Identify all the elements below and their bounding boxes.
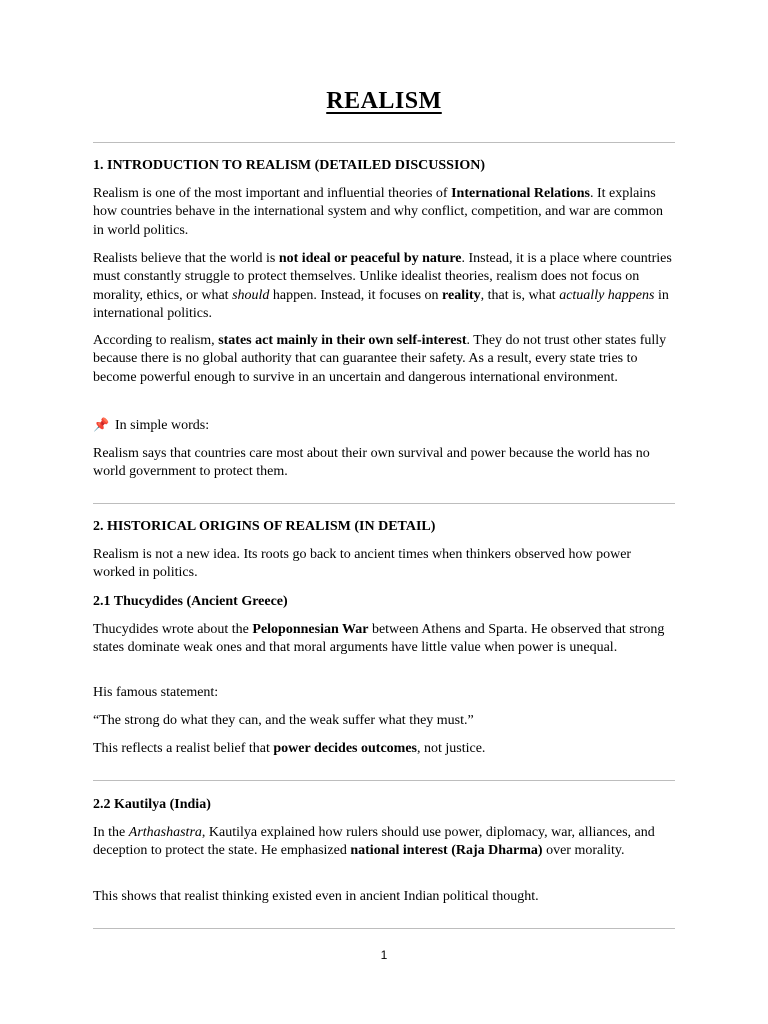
kautilya-paragraph: In the Arthashastra, Kautilya explained how rulers should use power, diplomacy, war, alliances, and deception to protect the state. He emphasized national interest (Raja Dharma) over morality. <box>93 825 655 859</box>
section-1-heading: 1. INTRODUCTION TO REALISM (DETAILED DISCUSSION) <box>93 158 486 173</box>
thucydides-quote: “The strong do what they can, and the weak suffer what they must.” <box>93 713 474 728</box>
pushpin-icon: 📌 <box>93 417 110 432</box>
section-1-paragraph-2: Realists believe that the world is not ideal or peaceful by nature. Instead, it is a place where countries must constantly struggle to protect themselves. Unlike idealist theories, realism does not focus on morality, ethics, or what should happen. Instead, it focuses on reality, that is, what actually happens in international politics. <box>93 251 672 321</box>
document-title: REALISM <box>326 88 442 114</box>
page-number: 1 <box>380 948 388 962</box>
divider <box>93 780 675 781</box>
famous-statement-label: His famous statement: <box>93 685 219 700</box>
realist-belief-paragraph: This reflects a realist belief that power decides outcomes, not justice. <box>93 741 486 756</box>
section-1-paragraph-4: Realism says that countries care most about their own survival and power because the world has no world government to protect them. <box>93 446 650 480</box>
divider <box>93 503 675 504</box>
in-simple-words-line: 📌 In simple words: <box>93 417 210 433</box>
subsection-kautilya-heading: 2.2 Kautilya (India) <box>93 797 211 812</box>
subsection-thucydides-heading: 2.1 Thucydides (Ancient Greece) <box>93 594 288 609</box>
indian-thought-paragraph: This shows that realist thinking existed even in ancient Indian political thought. <box>93 889 539 904</box>
section-2-heading: 2. HISTORICAL ORIGINS OF REALISM (IN DETAIL) <box>93 519 436 534</box>
section-2-paragraph-1: Realism is not a new idea. Its roots go back to ancient times when thinkers observed how power worked in politics. <box>93 547 632 581</box>
thucydides-paragraph: Thucydides wrote about the Peloponnesian War between Athens and Sparta. He observed that strong states dominate weak ones and that moral arguments have little value when power is unequal. <box>93 622 665 656</box>
section-1-paragraph-3: According to realism, states act mainly in their own self-interest. They do not trust other states fully because there is no global authority that can guarantee their safety. As a result, every state tries to become powerful enough to survive in an uncertain and dangerous international environment. <box>93 333 667 385</box>
section-1-paragraph-1: Realism is one of the most important and influential theories of International Relations. It explains how countries behave in the international system and why conflict, competition, and war are common in world politics. <box>93 186 663 238</box>
divider <box>93 142 675 143</box>
divider <box>93 928 675 929</box>
